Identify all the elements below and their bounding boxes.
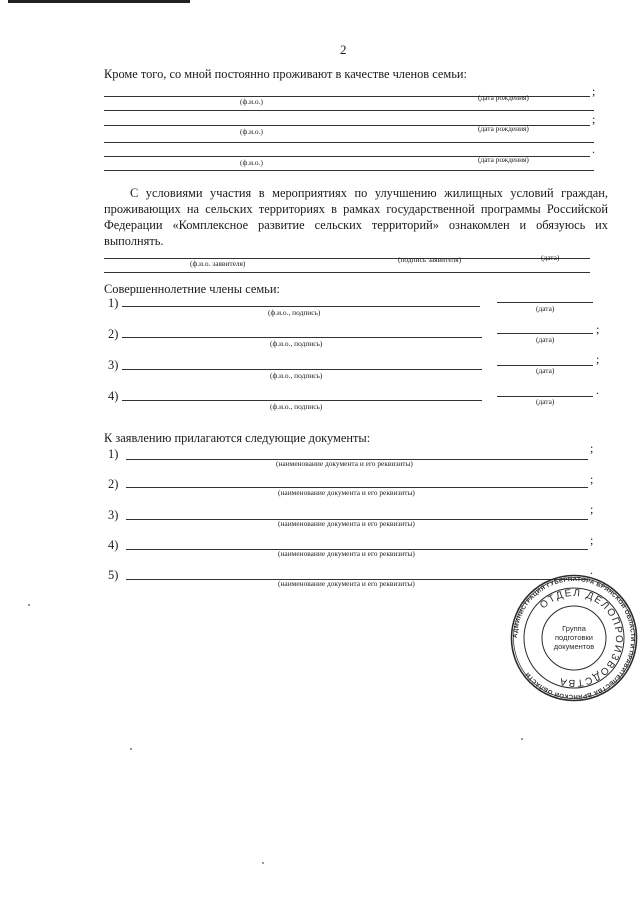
adult-row-3-end: ; [596,352,600,366]
adult-row-3-number: 3) [108,358,119,372]
adult-row-4-line [122,400,482,401]
adult-row-2-number: 2) [108,327,119,341]
family-intro: Кроме того, со мной постоянно проживают в качестве членов семьи: [104,67,467,81]
adult-row-1-caption: (ф.и.о., подпись) [268,308,321,317]
adult-row-2-end: ; [596,322,600,336]
adult-row-2-date-caption: (дата) [536,335,555,344]
document-row-1-number: 1) [108,447,119,461]
family-line-1b [104,110,594,111]
applicant-name-caption: (ф.и.о. заявителя) [190,259,246,268]
stamp-inner-line-2: подготовки [555,633,593,642]
document-row-5-caption: (наименование документа и его реквизиты) [278,579,415,588]
documents-heading: К заявлению прилагаются следующие документы: [104,431,371,445]
document-row-5-number: 5) [108,568,119,582]
scan-speck [130,748,132,750]
family-row-2-end: ; [592,112,596,126]
document-row-5-end: . [590,563,593,577]
document-row-4-number: 4) [108,538,119,552]
adult-row-3-line [122,369,482,370]
scan-edge-mark [8,0,190,3]
family-row-1-birth-caption: (дата рождения) [478,93,529,102]
adult-row-4-date-caption: (дата) [536,397,555,406]
adult-row-2-line [122,337,482,338]
scan-speck [521,738,523,740]
document-row-1-caption: (наименование документа и его реквизиты) [276,459,413,468]
adult-row-3-date-caption: (дата) [536,366,555,375]
family-line-3b [104,170,594,171]
document-row-3-number: 3) [108,508,119,522]
stamp-inner-line-3: документов [553,642,595,651]
adult-row-4-end: . [596,383,599,397]
stamp-ring-text: ОТДЕЛ ДЕЛОПРОИЗВОДСТВА [538,587,625,689]
applicant-signature-line [104,258,590,259]
document-row-2-caption: (наименование документа и его реквизиты) [278,488,415,497]
document-row-4-caption: (наименование документа и его реквизиты) [278,549,415,558]
document-row-2-end: ; [590,472,594,486]
document-row-4-end: ; [590,533,594,547]
adult-row-2-date-line [497,333,593,334]
page-number: 2 [340,42,347,57]
adult-row-1-number: 1) [108,296,119,310]
family-row-3-name-caption: (ф.и.о.) [240,158,263,167]
applicant-signature-line-b [104,272,590,273]
adult-row-2-caption: (ф.и.о., подпись) [270,339,323,348]
document-row-3-end: ; [590,502,594,516]
stamp-inner-line-1: Группа [562,624,586,633]
family-row-1-name-caption: (ф.и.о.) [240,97,263,106]
family-row-1-end: ; [592,84,596,98]
document-row-3-caption: (наименование документа и его реквизиты) [278,519,415,528]
family-row-2-birth-caption: (дата рождения) [478,124,529,133]
document-row-1-end: ; [590,441,594,455]
family-row-3-birth-caption: (дата рождения) [478,155,529,164]
conditions-paragraph: С условиями участия в мероприятиях по улучшению жилищных условий граждан, проживающих на сельских территориях в рамках государственной программы Российской Федерации «Комплексное развитие сельских территорий» ознакомлен и обязуюсь их выполнять. [104,186,608,248]
adult-row-4-number: 4) [108,389,119,403]
family-line-2b [104,142,594,143]
document-row-2-number: 2) [108,477,119,491]
adult-row-4-caption: (ф.и.о., подпись) [270,402,323,411]
adult-row-1-date-line [497,302,593,303]
applicant-date-caption: (дата) [541,253,560,262]
adult-members-heading: Совершеннолетние члены семьи: [104,282,280,296]
scan-speck [262,862,264,864]
adult-row-1-line [122,306,480,307]
official-stamp [510,574,638,702]
family-row-2-name-caption: (ф.и.о.) [240,127,263,136]
family-row-3-end: . [592,142,595,156]
applicant-signature-caption: (подпись заявителя) [398,255,462,264]
stamp-outer-text: АДМИНИСТРАЦИЯ ГУБЕРНАТОРА БРЯНСКОЙ ОБЛАСТИ И ПРАВИТЕЛЬСТВА БРЯНСКОЙ ОБЛАСТИ [512,576,636,700]
adult-row-3-caption: (ф.и.о., подпись) [270,371,323,380]
scan-speck [28,604,30,606]
adult-row-1-date-caption: (дата) [536,304,555,313]
